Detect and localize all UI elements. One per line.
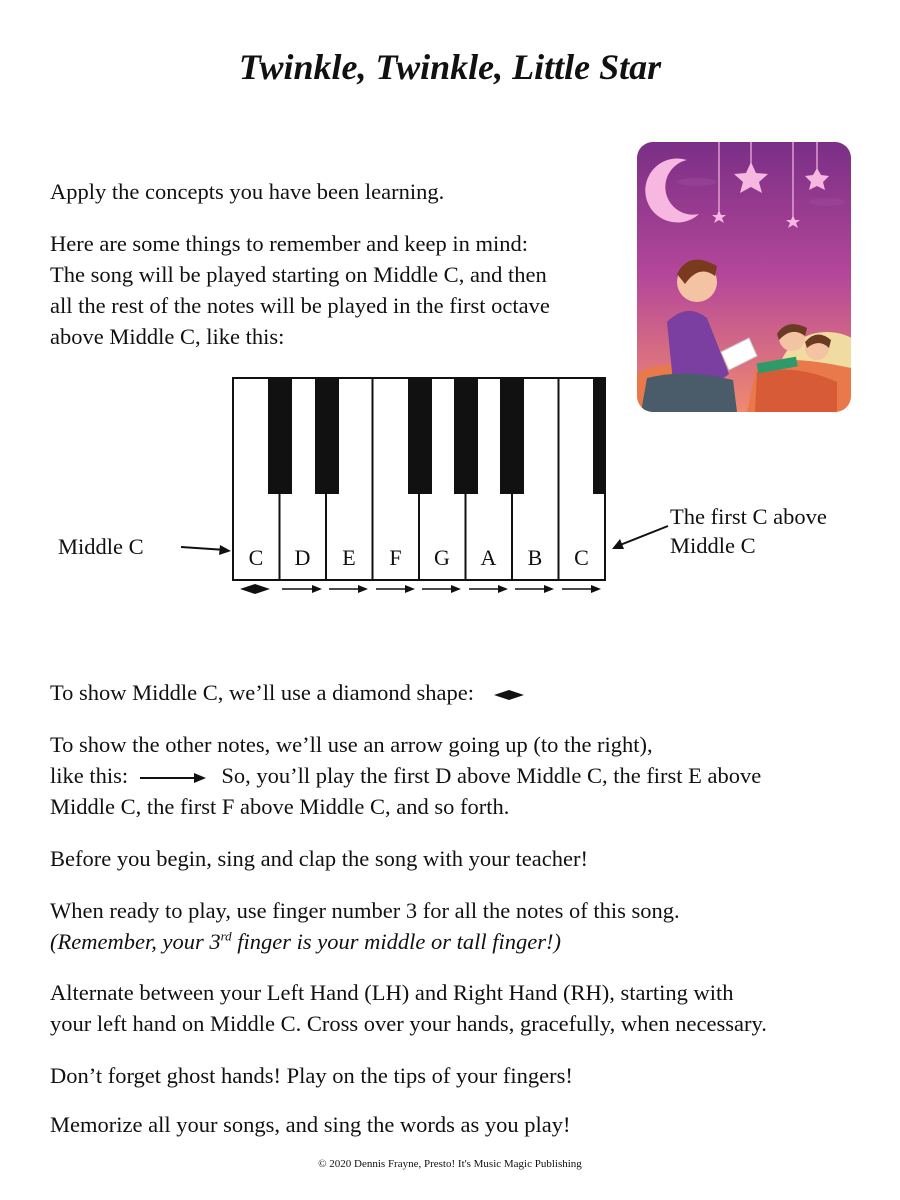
- diamond-shape-icon: [492, 688, 526, 702]
- finger-reminder: (Remember, your 3rd finger is your middle or tall finger!): [50, 928, 562, 954]
- right-arrow-icon: [138, 771, 208, 785]
- middle-c-label: Middle C: [58, 534, 144, 559]
- key-label: C: [248, 545, 264, 570]
- intro-text: Apply the concepts you have been learning.: [50, 179, 445, 204]
- diamond-explanation: To show Middle C, we’ll use a diamond shape:: [50, 677, 526, 708]
- remember-line: Here are some things to remember and keep in mind:: [50, 231, 528, 256]
- key-label: C: [574, 545, 589, 570]
- remember-line: all the rest of the notes will be played in the first octave: [50, 293, 550, 318]
- black-key: [500, 378, 524, 494]
- black-key: [268, 378, 292, 494]
- remember-line: above Middle C, like this:: [50, 324, 285, 349]
- middle-c-pointer: [181, 547, 226, 550]
- black-key: [408, 378, 432, 494]
- key-label: E: [342, 545, 356, 570]
- key-label: A: [480, 545, 497, 570]
- arrow-explanation: To show the other notes, we’ll use an arrow going up (to the right), like this: So, you’ll play the first D above Middle C, the first E above Middle C, the first F above Middle C, and so forth.: [50, 732, 762, 819]
- black-key: [454, 378, 478, 494]
- key-label: D: [294, 545, 311, 570]
- page-title: Twinkle, Twinkle, Little Star: [238, 47, 662, 87]
- key-label: F: [389, 545, 402, 570]
- sing-clap-text: Before you begin, sing and clap the song with your teacher!: [50, 846, 588, 871]
- copyright-footer: © 2020 Dennis Frayne, Presto! It's Music Magic Publishing: [318, 1158, 582, 1170]
- first-c-pointer: [620, 526, 668, 545]
- key-label: G: [434, 545, 450, 570]
- remember-paragraph: [50, 228, 550, 352]
- memorize-text: Memorize all your songs, and sing the words as you play!: [50, 1112, 571, 1137]
- remember-line: The song will be played starting on Middle C, and then: [50, 262, 547, 287]
- key-label: B: [527, 545, 543, 570]
- finger-instructions: When ready to play, use finger number 3 for all the notes of this song. (Remember, your 3rd finger is your middle or tall finger!): [50, 895, 680, 957]
- alternate-hands-text: Alternate between your Left Hand (LH) and Right Hand (RH), starting with your left hand on Middle C. Cross over your hands, gracefully, when necessary.: [50, 980, 767, 1036]
- first-c-above-label: The first C above Middle C: [670, 504, 827, 558]
- piano-keyboard-diagram: [0, 360, 900, 610]
- black-key: [593, 378, 605, 494]
- ghost-hands-text: Don’t forget ghost hands! Play on the tips of your fingers!: [50, 1063, 573, 1088]
- diamond-shape-icon: [240, 584, 270, 594]
- black-key: [315, 378, 339, 494]
